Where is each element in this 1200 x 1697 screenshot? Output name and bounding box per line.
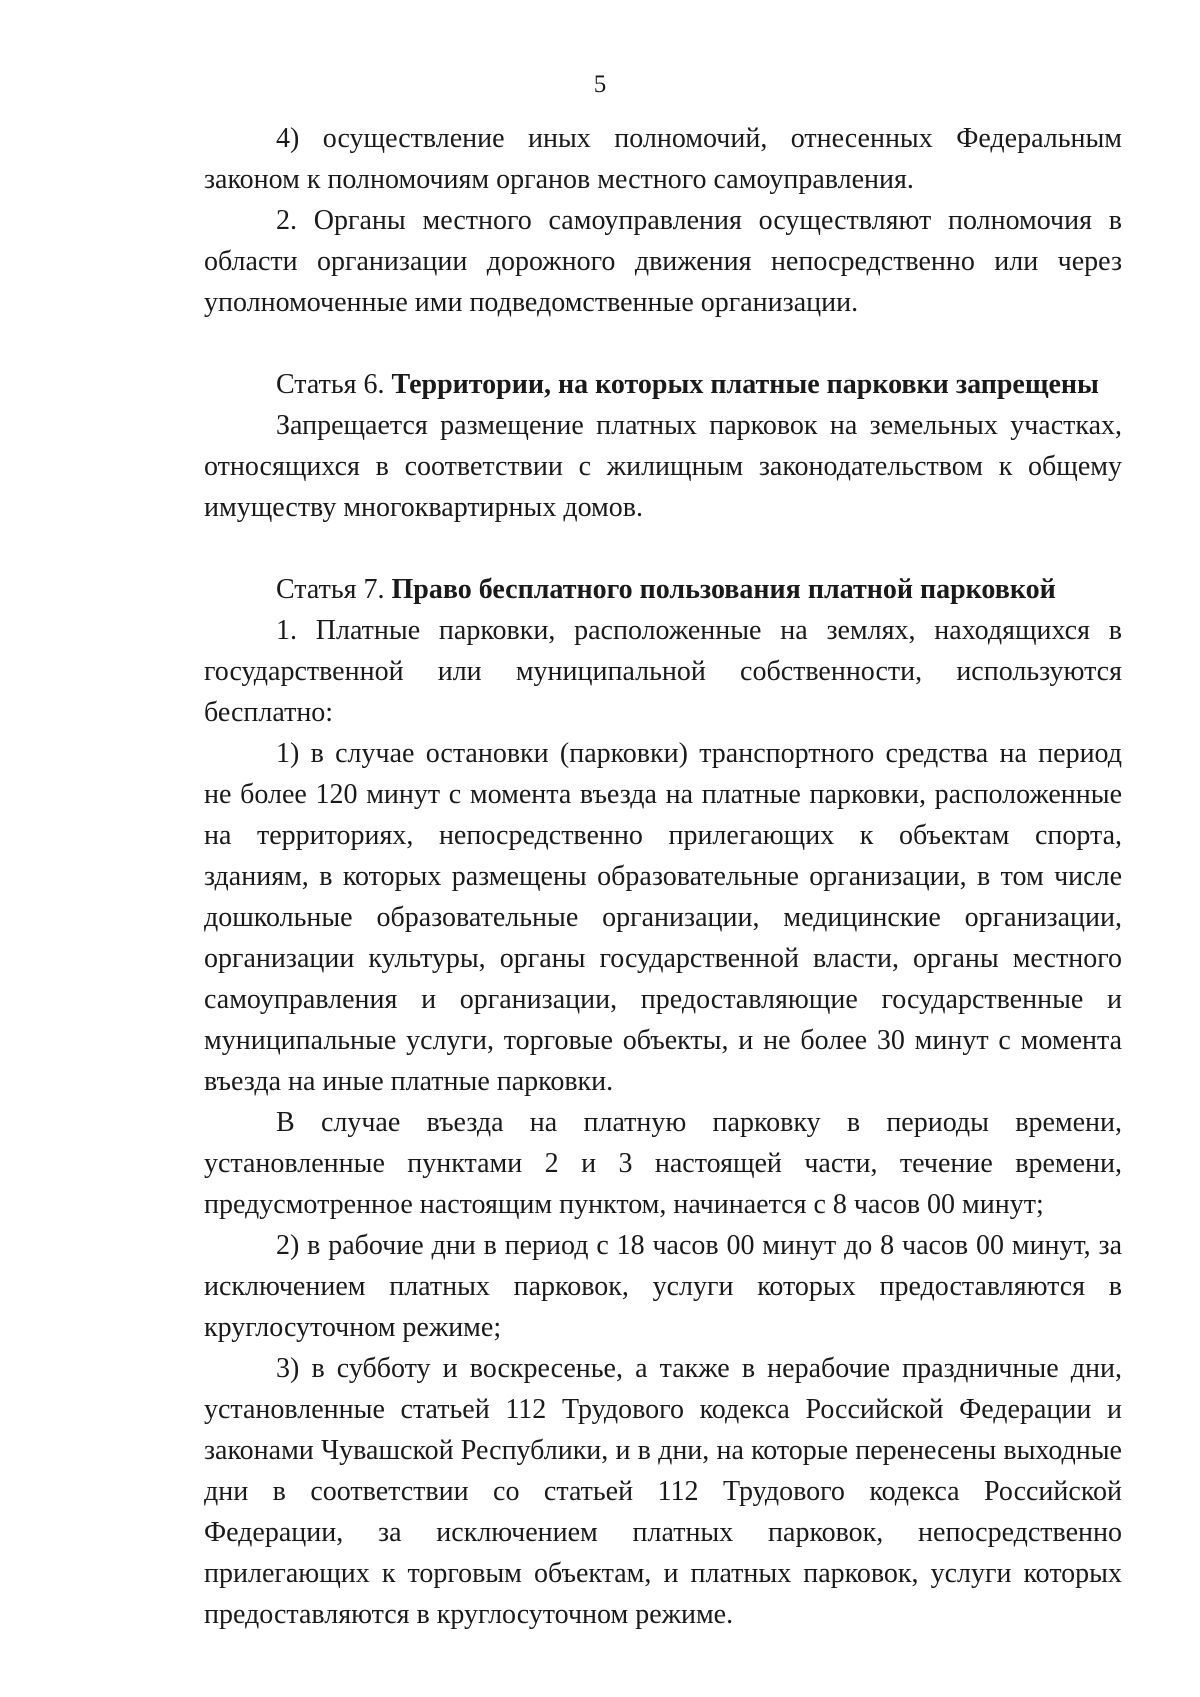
article-7-item-1: 1) в случае остановки (парковки) транспортного средства на период не более 120 минут с момента въезда на платные парковки, расположенные на территориях, непосредственно прилегающих к объектам спорта, зданиям, в которых размещены образовательные организации, в том числе дошкольные образовательные организации, медицинские организации, организации культуры, органы государственной власти, органы местного самоуправления и организации, предоставляющие государственные и муниципальные услуги, торговые объекты, и не более 30 минут с момента въезда на иные платные парковки.	[204, 738, 1122, 1097]
paragraph-item-4: 4) осуществление иных полномочий, отнесенных Федеральным законом к полномочиям органов местного самоуправления.	[204, 123, 1122, 195]
article-7-part-1: 1. Платные парковки, расположенные на землях, находящихся в государственной или муниципальной собственности, используются бесплатно:	[204, 615, 1122, 728]
article-7-heading	[204, 569, 1122, 610]
article-7-item-3: 3) в субботу и воскресенье, а также в нерабочие праздничные дни, установленные статьей 112 Трудового кодекса Российской Федерации и законами Чувашской Республики, и в дни, на которые перенесены выходные дни в соответствии со статьей 112 Трудового кодекса Российской Федерации, за исключением платных парковок, непосредственно прилегающих к торговым объектам, и платных парковок, услуги которых предоставляются в круглосуточном режиме.	[204, 1353, 1122, 1630]
article-6-paragraph: Запрещается размещение платных парковок на земельных участках, относящихся в соответствии с жилищным законодательством к общему имуществу многоквартирных домов.	[204, 410, 1122, 523]
article-7-item-1-note: В случае въезда на платную парковку в периоды времени, установленные пунктами 2 и 3 настоящей части, течение времени, предусмотренное настоящим пунктом, начинается с 8 часов 00 минут;	[204, 1107, 1122, 1220]
article-6-label: Статья 6.	[276, 369, 385, 400]
article-6-title: Территории, на которых платные парковки запрещены	[391, 369, 1099, 400]
article-7-title: Право бесплатного пользования платной парковкой	[391, 574, 1056, 605]
document-body	[204, 118, 1122, 1635]
paragraph-part-2: 2. Органы местного самоуправления осуществляют полномочия в области организации дорожного движения непосредственно или через уполномоченные ими подведомственные организации.	[204, 205, 1122, 318]
article-7-label: Статья 7.	[276, 574, 385, 605]
page-number: 5	[593, 71, 607, 98]
article-7-item-2: 2) в рабочие дни в период с 18 часов 00 минут до 8 часов 00 минут, за исключением платных парковок, услуги которых предоставляются в круглосуточном режиме;	[204, 1230, 1122, 1343]
article-6-heading	[204, 364, 1122, 405]
